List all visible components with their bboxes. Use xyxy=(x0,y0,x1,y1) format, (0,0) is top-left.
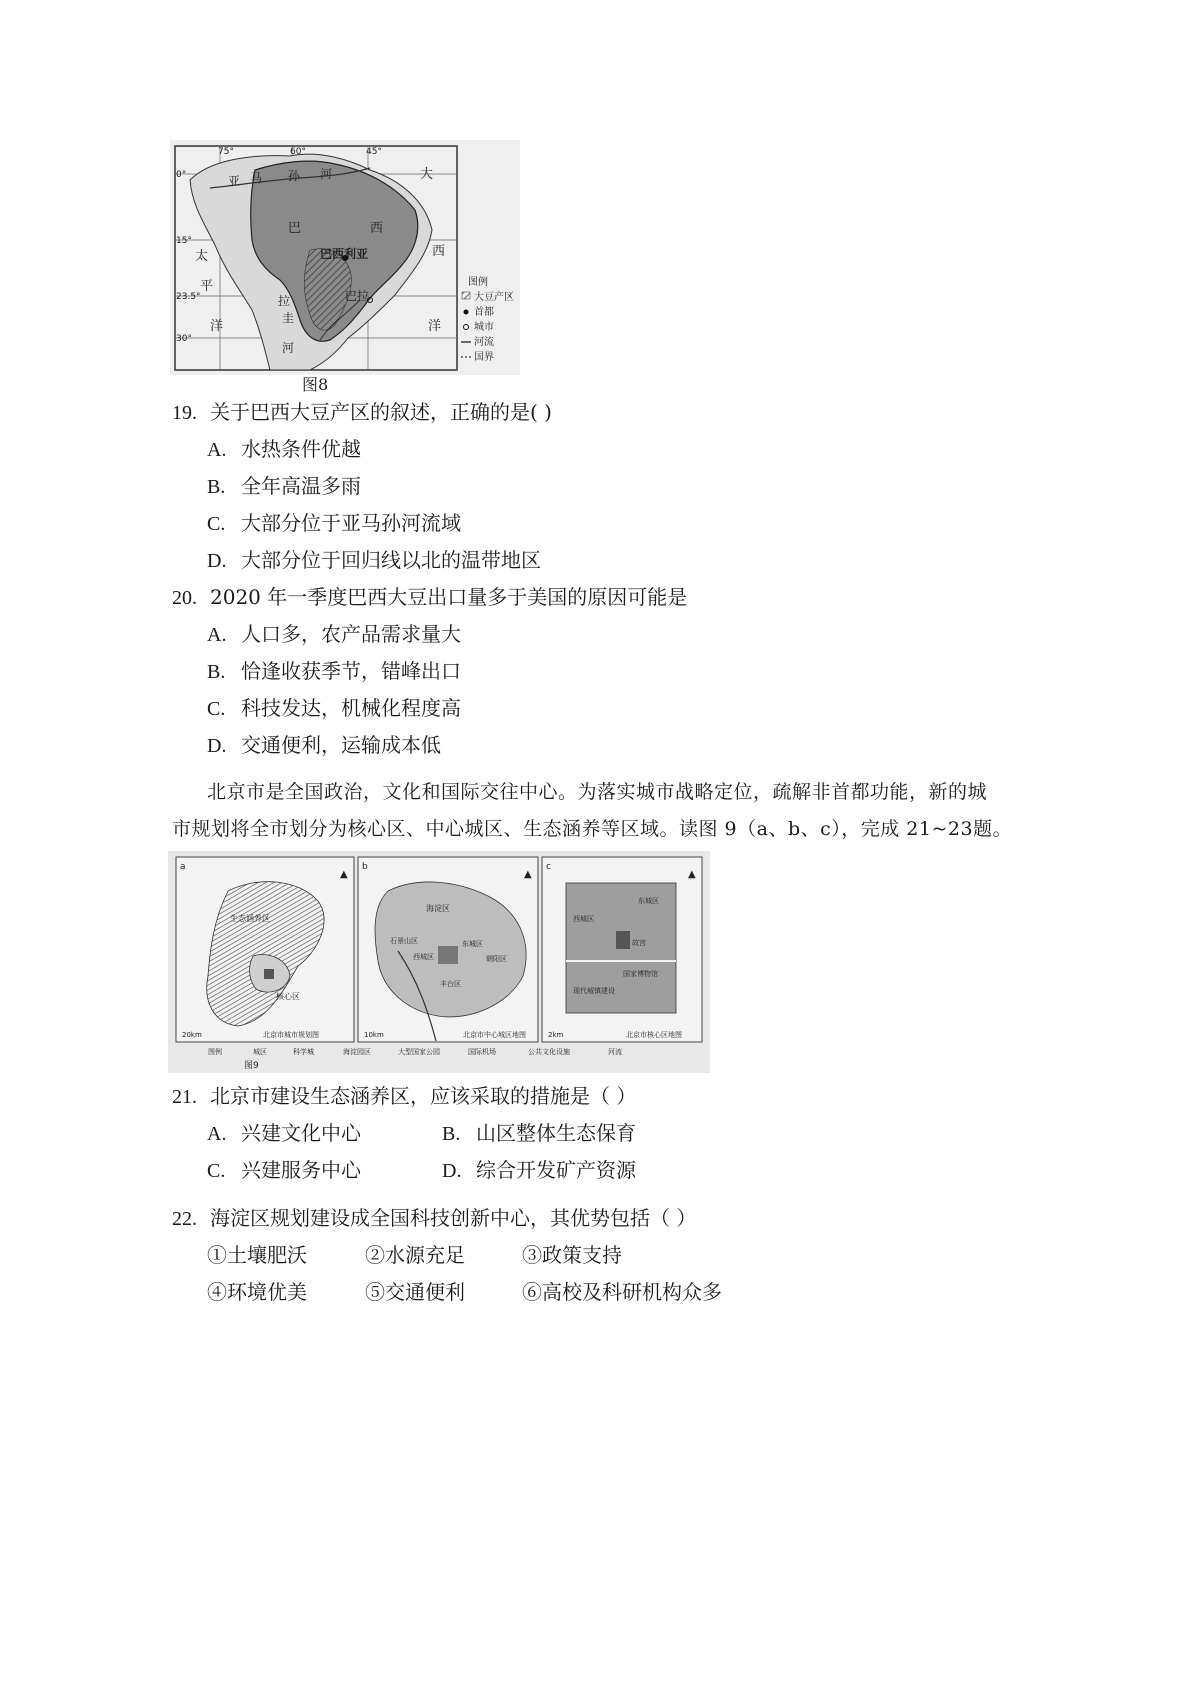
option-text: 科技发达，机械化程度高 xyxy=(241,696,461,720)
panel-a-scale: 20km xyxy=(182,1031,202,1039)
label-ma: 马 xyxy=(250,171,263,185)
option-text: 恰逢收获季节，错峰出口 xyxy=(241,659,461,683)
option-letter: C. xyxy=(207,513,226,535)
label-ya: 亚 xyxy=(228,174,241,188)
option-text: 综合开发矿产资源 xyxy=(476,1158,636,1182)
label-dongcheng-b: 东城区 xyxy=(462,940,483,948)
option-letter: A. xyxy=(207,439,227,461)
panel-b xyxy=(358,857,538,1042)
option-letter: D. xyxy=(442,1160,462,1182)
question-number: 20. xyxy=(172,587,197,609)
legend-capital: 首都 xyxy=(474,307,494,318)
legend-item: 河流 xyxy=(608,1048,622,1056)
deg-75: 75° xyxy=(218,147,234,157)
question-number: 21. xyxy=(172,1086,197,1108)
question-text: 海淀区规划建设成全国科技创新中心，其优势包括（ ） xyxy=(210,1206,697,1230)
legend-title: 图例 xyxy=(468,277,488,288)
question-19 xyxy=(172,398,552,427)
option-text: 水热条件优越 xyxy=(241,437,361,461)
option-letter: B. xyxy=(207,476,226,498)
label-he: 河 xyxy=(320,167,333,181)
deg-30: 30° xyxy=(176,334,192,344)
label-brasilia: 巴西利亚 xyxy=(320,247,369,261)
option-22-1[interactable]: ①土壤肥沃 xyxy=(207,1243,307,1267)
legend-item: 公共文化设施 xyxy=(528,1048,570,1056)
beijing-planning-maps xyxy=(168,851,710,1073)
deg-60: 60° xyxy=(290,147,306,157)
deg-23-5: 23.5° xyxy=(176,292,201,302)
option-19-a[interactable] xyxy=(207,435,361,464)
label-xi: 西 xyxy=(370,221,384,236)
label-chaoyang: 朝阳区 xyxy=(486,955,507,963)
option-text: 大部分位于回归线以北的温带地区 xyxy=(241,548,541,572)
panel-c-scale: 2km xyxy=(548,1031,564,1039)
figure-8-caption: 图8 xyxy=(302,375,329,394)
option-21-c[interactable] xyxy=(207,1156,361,1185)
brazil-soybean-map xyxy=(170,140,520,375)
option-letter: B. xyxy=(442,1123,461,1145)
option-20-b[interactable] xyxy=(207,657,461,686)
option-letter: C. xyxy=(207,698,226,720)
label-fengtai: 丰台区 xyxy=(440,980,461,988)
option-21-a[interactable] xyxy=(207,1119,361,1148)
deg-15: 15° xyxy=(176,236,192,246)
question-20 xyxy=(172,583,687,612)
passage-line-2: 市规划将全市划分为核心区、中心城区、生态涵养等区域。读图 9（a、b、c），完成 21~23题。 xyxy=(172,818,1013,840)
label-shijingshan: 石景山区 xyxy=(390,937,418,945)
passage-line-1: 北京市是全国政治，文化和国际交往中心。为落实城市战略定位，疏解非首都功能，新的城 xyxy=(207,781,988,803)
question-22 xyxy=(172,1204,696,1233)
label-museum: 国家博物馆 xyxy=(623,970,658,978)
label-da: 大 xyxy=(420,167,434,182)
question-21 xyxy=(172,1082,636,1111)
option-22-5[interactable]: ⑤交通便利 xyxy=(365,1280,465,1304)
option-letter: D. xyxy=(207,735,227,757)
option-19-c[interactable] xyxy=(207,509,461,538)
option-letter: D. xyxy=(207,550,227,572)
option-22-4[interactable]: ④环境优美 xyxy=(207,1280,307,1304)
option-letter: B. xyxy=(207,661,226,683)
label-xicheng-c: 西城区 xyxy=(573,915,594,923)
question-number: 19. xyxy=(172,402,197,424)
option-22-2[interactable]: ②水源充足 xyxy=(365,1243,465,1267)
option-21-d[interactable] xyxy=(442,1156,636,1185)
north-arrow-icon: ▲ xyxy=(524,869,532,880)
label-yang: 洋 xyxy=(428,319,442,334)
label-he2: 河 xyxy=(282,341,295,355)
option-20-c[interactable] xyxy=(207,694,461,723)
question-text: 关于巴西大豆产区的叙述，正确的是( ) xyxy=(210,400,552,424)
label-gui: 圭 xyxy=(282,311,295,325)
label-core-zone: 核心区 xyxy=(276,992,300,1001)
label-haidian: 海淀区 xyxy=(426,904,450,913)
panel-a-title: 北京市城市规划图 xyxy=(263,1031,319,1039)
label-la: 拉 xyxy=(278,294,291,308)
option-letter: C. xyxy=(207,1160,226,1182)
legend-soybean: 大豆产区 xyxy=(474,292,514,303)
option-22-3[interactable]: ③政策支持 xyxy=(522,1243,622,1267)
option-20-d[interactable] xyxy=(207,731,441,760)
label-eco-zone: 生态涵养区 xyxy=(230,914,270,923)
north-arrow-icon: ▲ xyxy=(340,869,348,880)
option-20-a[interactable] xyxy=(207,620,461,649)
label-sun: 孙 xyxy=(288,169,301,183)
option-text: 山区整体生态保育 xyxy=(476,1121,636,1145)
deg-45: 45° xyxy=(366,147,382,157)
option-text: 大部分位于亚马孙河流域 xyxy=(241,511,461,535)
panel-c xyxy=(542,857,702,1042)
figure-8-map xyxy=(170,140,520,375)
legend-border: 国界 xyxy=(474,352,494,363)
question-text: 北京市建设生态涵养区，应该采取的措施是（ ） xyxy=(210,1084,637,1108)
panel-b-title: 北京市中心城区地图 xyxy=(463,1031,526,1039)
legend-city: 城市 xyxy=(474,322,494,333)
option-text: 全年高温多雨 xyxy=(241,474,361,498)
north-arrow-icon: ▲ xyxy=(688,869,696,880)
label-dongcheng-c: 东城区 xyxy=(638,897,659,905)
option-text: 人口多，农产品需求量大 xyxy=(241,622,461,646)
panel-c-title: 北京市核心区地图 xyxy=(626,1031,682,1039)
option-letter: A. xyxy=(207,624,227,646)
panel-a-letter: a xyxy=(180,862,186,872)
legend-river: 河流 xyxy=(474,337,494,348)
figure-9-maps xyxy=(168,851,710,1073)
legend-item: 国际机场 xyxy=(468,1048,496,1056)
panel-b-scale: 10km xyxy=(364,1031,384,1039)
label-bala: 巴拉 xyxy=(345,289,370,303)
legend-item: 大型国家公园 xyxy=(398,1048,440,1056)
panel-c-letter: c xyxy=(546,862,551,872)
option-19-b[interactable] xyxy=(207,472,361,501)
option-letter: A. xyxy=(207,1123,227,1145)
option-19-d[interactable] xyxy=(207,546,541,575)
label-xicheng-b: 西城区 xyxy=(413,953,434,961)
label-ping: 平 xyxy=(200,279,214,294)
legend-item: 海淀园区 xyxy=(343,1048,371,1056)
label-tai: 太 xyxy=(195,249,209,264)
option-21-b[interactable] xyxy=(442,1119,636,1148)
option-text: 交通便利，运输成本低 xyxy=(241,733,441,757)
legend-item: 科学城 xyxy=(293,1048,314,1056)
label-xi2: 西 xyxy=(432,244,446,259)
question-number: 22. xyxy=(172,1208,197,1230)
option-text: 兴建服务中心 xyxy=(241,1158,361,1182)
panel-b-letter: b xyxy=(362,862,368,872)
deg-0: 0° xyxy=(176,170,187,180)
label-yang2: 洋 xyxy=(210,319,224,334)
question-text: 2020 年一季度巴西大豆出口量多于美国的原因可能是 xyxy=(210,585,688,609)
option-22-6[interactable]: ⑥高校及科研机构众多 xyxy=(522,1280,722,1304)
label-gugong: 故宫 xyxy=(632,939,646,947)
option-text: 兴建文化中心 xyxy=(241,1121,361,1145)
legend-item: 城区 xyxy=(253,1048,267,1056)
label-modern-build: 现代城镇建设 xyxy=(573,987,615,995)
label-ba: 巴 xyxy=(288,221,302,236)
panel-a xyxy=(176,857,354,1042)
legend-item: 图例 xyxy=(208,1048,222,1056)
figure-9-caption: 图9 xyxy=(244,1061,259,1071)
